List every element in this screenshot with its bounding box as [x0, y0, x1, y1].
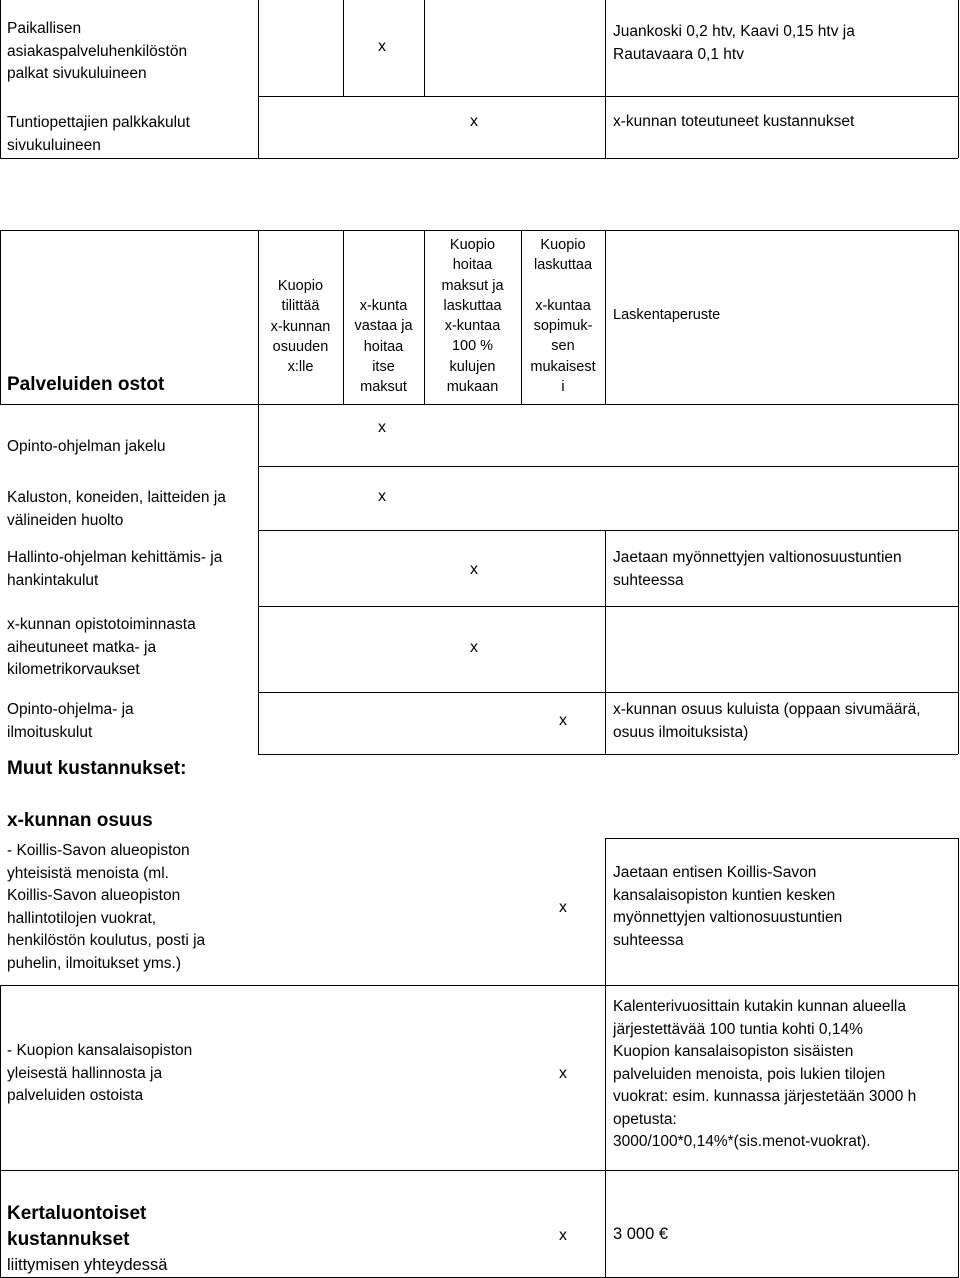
header-col-sopimus: Kuopio laskuttaa x-kuntaa sopimuk- sen mukaisest i — [530, 237, 596, 396]
header-col-itse: x-kunta vastaa ja hoitaa itse maksut — [354, 298, 413, 396]
row-label-hallinto-ohjelma: Hallinto-ohjelman kehittämis- ja hankintakulut — [7, 549, 223, 589]
mark-kertaluontoiset: x — [559, 1227, 567, 1244]
mark-huolto: x — [378, 488, 386, 505]
row-label-yleinen-hallinto: - Kuopion kansalaisopiston yleisestä hallinnosta ja palveluiden ostoista — [7, 1042, 193, 1104]
note-hallinto-ohjelma: Jaetaan myönnettyjen valtionosuustuntien suhteessa — [613, 549, 902, 589]
header-col-tilittaa: Kuopio tilittää x-kunnan osuuden x:lle — [270, 278, 331, 376]
row-label-matkakulut: x-kunnan opistotoiminnasta aiheutuneet matka- ja kilometrikorvaukset — [7, 616, 196, 678]
mark-tuntiopettajat: x — [470, 113, 478, 130]
final-subtitle: liittymisen yhteydessä — [7, 1256, 168, 1274]
final-title: Kertaluontoiset kustannukset — [7, 1203, 147, 1250]
row-label-yhteiset-menot: - Koillis-Savon alueopiston yhteisistä menoista (ml. Koillis-Savon alueopiston hallintotilojen vuokrat, henkilöstön koulutus, posti ja puhelin, ilmoitukset yms.) — [7, 842, 206, 972]
mark-ilmoituskulut: x — [559, 712, 567, 729]
row-label-asiakaspalvelu: Paikallisen asiakaspalveluhenkilöstön palkat sivukuluineen — [7, 20, 188, 82]
row-label-huolto: Kaluston, koneiden, laitteiden ja välineiden huolto — [7, 489, 226, 529]
mark-yleinen-hallinto: x — [559, 1065, 567, 1082]
note-yhteiset-menot: Jaetaan entisen Koillis-Savon kansalaisopiston kuntien kesken myönnettyjen valtionosuustuntien suhteessa — [613, 864, 843, 949]
section-x-kunnan-osuus: x-kunnan osuus — [7, 810, 153, 831]
final-currency: € — [658, 1225, 669, 1243]
note-ilmoituskulut: x-kunnan osuus kuluista (oppaan sivumäärä, osuus ilmoituksista) — [613, 701, 921, 741]
header-col-laskentaperuste: Laskentaperuste — [613, 307, 721, 323]
final-amount — [613, 1223, 668, 1246]
mark-yhteiset-menot: x — [559, 899, 567, 916]
row-label-tuntiopettajat: Tuntiopettajien palkkakulut sivukuluineen — [7, 114, 190, 154]
mark-matkakulut: x — [470, 639, 478, 656]
row-label-jakelu: Opinto-ohjelman jakelu — [7, 438, 166, 455]
mark-asiakaspalvelu: x — [378, 38, 386, 55]
note-asiakaspalvelu: Juankoski 0,2 htv, Kaavi 0,15 htv ja Rautavaara 0,1 htv — [613, 23, 855, 63]
mark-jakelu: x — [378, 419, 386, 436]
section-muut-kustannukset: Muut kustannukset: — [7, 758, 187, 779]
note-yleinen-hallinto: Kalenterivuosittain kutakin kunnan alueella järjestettävää 100 tuntia kohti 0,14% Kuopion kansalaisopiston sisäisten palveluiden menoista, pois lukien tilojen vuokrat: esim. kunnassa järjestetään 3000 h opetusta: 3000/100*0,14%*(sis.menot-vuokrat). — [613, 998, 917, 1150]
final-amount-value: 3 000 — [613, 1225, 655, 1243]
header-title: Palveluiden ostot — [7, 374, 165, 395]
note-tuntiopettajat: x-kunnan toteutuneet kustannukset — [613, 113, 855, 130]
row-label-ilmoituskulut: Opinto-ohjelma- ja ilmoituskulut — [7, 701, 134, 741]
header-col-hoitaa: Kuopio hoitaa maksut ja laskuttaa x-kuntaa 100 % kulujen mukaan — [441, 237, 504, 396]
mark-hallinto-ohjelma: x — [470, 561, 478, 578]
